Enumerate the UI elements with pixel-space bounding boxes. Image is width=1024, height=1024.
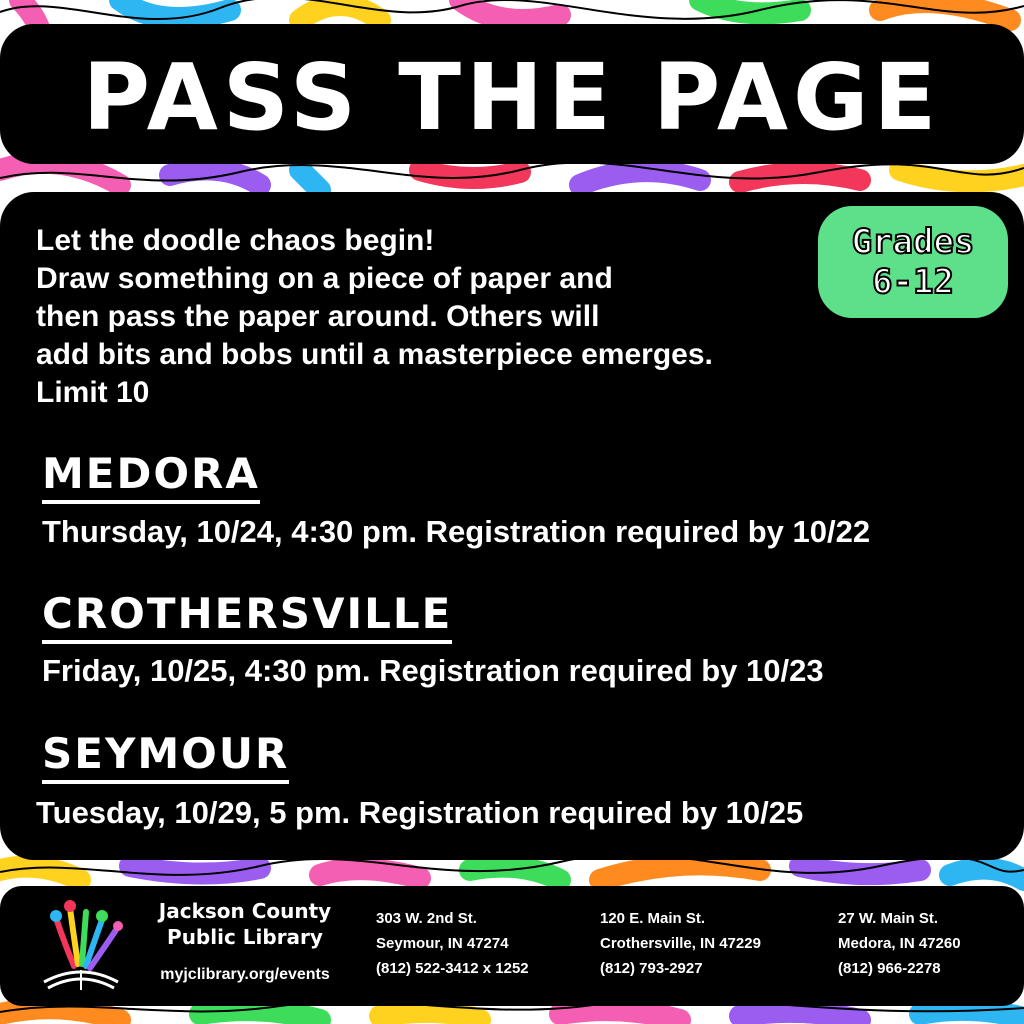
- branch-phone: (812) 966-2278: [838, 960, 941, 977]
- location-name-medora: MEDORA: [42, 450, 260, 504]
- branch-street: 120 E. Main St.: [600, 910, 706, 927]
- grades-badge-range: 6-12: [872, 262, 954, 302]
- library-name: [140, 898, 350, 950]
- grades-badge: [818, 206, 1008, 318]
- description-line: Limit 10: [36, 376, 150, 409]
- event-description: [36, 222, 836, 412]
- location-name-crothersville: CROTHERSVILLE: [42, 590, 452, 644]
- branch-address-seymour: [376, 906, 529, 981]
- branch-city: Crothersville, IN 47229: [600, 935, 761, 952]
- description-line: Let the doodle chaos begin!: [36, 224, 435, 257]
- location-name-seymour: SEYMOUR: [42, 730, 289, 784]
- title-banner: [0, 24, 1024, 164]
- branch-city: Medora, IN 47260: [838, 935, 961, 952]
- description-line: Draw something on a piece of paper and: [36, 262, 613, 295]
- library-url-link[interactable]: myjclibrary.org/events: [160, 966, 330, 983]
- location-detail-medora: Thursday, 10/24, 4:30 pm. Registration required by 10/22: [42, 514, 871, 549]
- branch-address-medora: [838, 906, 961, 981]
- branch-phone: (812) 793-2927: [600, 960, 703, 977]
- branch-city: Seymour, IN 47274: [376, 935, 509, 952]
- library-logo-icon: [26, 898, 136, 994]
- library-name-line: Public Library: [167, 925, 323, 949]
- location-detail-crothersville: Friday, 10/25, 4:30 pm. Registration required by 10/23: [42, 653, 824, 688]
- description-line: then pass the paper around. Others will: [36, 300, 600, 333]
- branch-address-crothersville: [600, 906, 761, 981]
- page-title: PASS THE PAGE: [82, 44, 942, 151]
- branch-street: 27 W. Main St.: [838, 910, 939, 927]
- branch-phone: (812) 522-3412 x 1252: [376, 960, 529, 977]
- location-detail-seymour: Tuesday, 10/29, 5 pm. Registration required by 10/25: [36, 795, 804, 830]
- grades-badge-label: Grades: [851, 222, 975, 262]
- description-line: add bits and bobs until a masterpiece emerges.: [36, 338, 713, 371]
- branch-street: 303 W. 2nd St.: [376, 910, 477, 927]
- library-name-line: Jackson County: [158, 899, 332, 923]
